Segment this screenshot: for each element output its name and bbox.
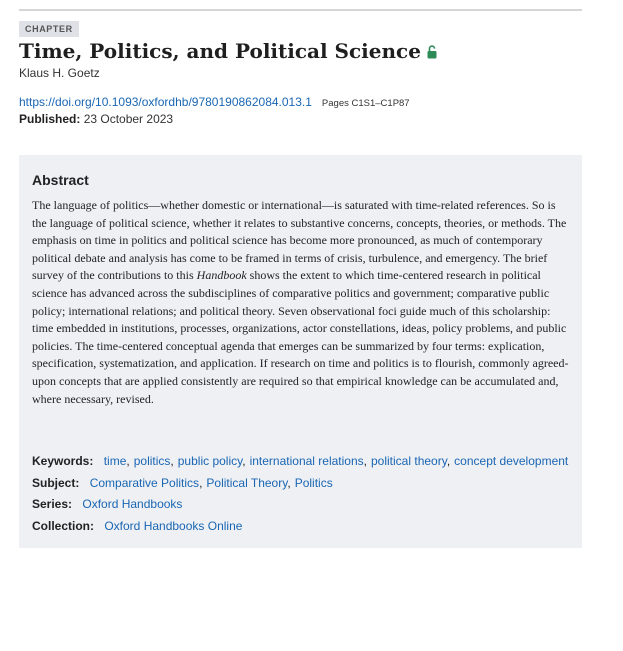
doi-link[interactable]: https://doi.org/10.1093/oxfordhb/9780190862084.013.1 — [19, 95, 312, 109]
subject-link[interactable]: Politics — [294, 476, 333, 490]
keyword-link[interactable]: politics — [133, 454, 171, 468]
published-date-row — [19, 112, 173, 126]
subject-label: Subject: — [32, 476, 80, 490]
abstract-italic: Handbook — [196, 268, 247, 283]
collection-label: Collection: — [32, 519, 94, 533]
keywords-label: Keywords: — [32, 454, 94, 468]
abstract-text-part-1: The language of politics—whether domestic or international—is saturated with time-related references. So is the language of political science, whether it relates to substantive concerns, concepts, theories, or methods. The emphasis on time in politics and political science has become more pronounced, as much of contemporary political debate and analysis has come to be framed in terms of crisis, turbulence, and emergency. The brief survey of the contributions to this — [32, 198, 567, 283]
chapter-badge: CHAPTER — [19, 21, 79, 37]
page-title — [19, 39, 437, 64]
subject-link[interactable]: Comparative Politics — [89, 476, 200, 490]
keyword-link[interactable]: public policy — [177, 454, 243, 468]
keyword-link[interactable]: concept development — [454, 454, 569, 468]
abstract-heading: Abstract — [32, 172, 89, 188]
collection-link[interactable]: Oxford Handbooks Online — [104, 519, 243, 533]
author-name: Klaus H. Goetz — [19, 66, 100, 80]
abstract-panel — [19, 155, 582, 548]
keywords-row: Keywords: time, politics, public policy, international relations, political theory, concept development — [32, 454, 569, 468]
published-label: Published: — [19, 112, 81, 126]
keyword-link[interactable]: time — [103, 454, 127, 468]
abstract-text-part-2: shows the extent to which time-centered research in political science has advanced across the subdisciplines of comparative politics and government; comparative public policy; international relations; and political theory. Seven observational foci guide much of this scholarship: time embedded in institutions, processes, organizations, actor constellations, ideas, policy problems, and public policies. The time-centered conceptual agenda that emerges can be summarized by four terms: explication, specification, systematization, and application. If research on time and politics is to flourish, commonly agreed-upon concepts that are applied consistently are required so that empirical knowledge can be accumulated and, where necessary, revised. — [32, 268, 569, 406]
series-label: Series: — [32, 497, 73, 511]
abstract-text — [32, 197, 572, 408]
lock-open-icon — [427, 40, 437, 64]
keyword-link[interactable]: international relations — [249, 454, 364, 468]
subject-link[interactable]: Political Theory — [206, 476, 288, 490]
doi-row — [19, 95, 410, 109]
page-range: Pages C1S1–C1P87 — [321, 98, 410, 109]
series-link[interactable]: Oxford Handbooks — [82, 497, 183, 511]
chapter-title: Time, Politics, and Political Science — [19, 39, 421, 63]
top-divider — [19, 9, 582, 11]
published-date: 23 October 2023 — [83, 112, 174, 126]
collection-row — [32, 519, 242, 533]
keyword-link[interactable]: political theory — [371, 454, 447, 468]
subject-row: Subject: Comparative Politics, Political Theory, Politics — [32, 476, 333, 490]
series-row — [32, 497, 182, 511]
